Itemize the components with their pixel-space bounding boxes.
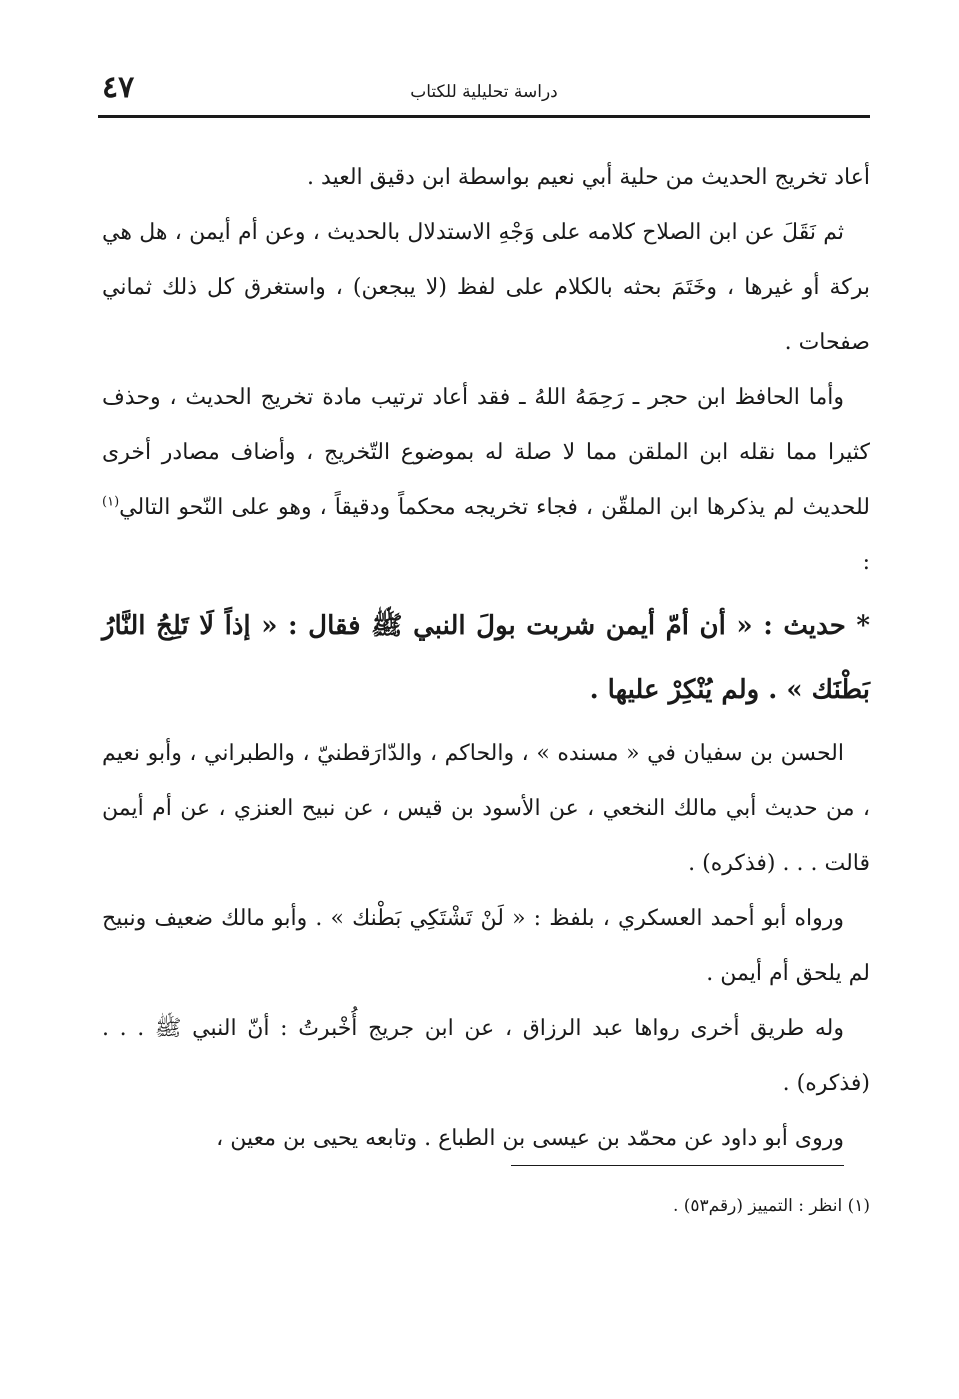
paragraph-3-text: وأما الحافظ ابن حجر ـ رَحِمَهُ اللهُ ـ فقد أعاد ترتيب مادة تخريج الحديث ، وحذف كثيرا مما نقله ابن الملقن مما لا صلة له بموضوع التّخريج ، وأضاف مصادر أخرى للحديث لم يذكرها ابن الملقّن ، فجاء تخريجه محكماً ودقيقاً ، وهو على النّحو التالي [102, 385, 870, 520]
paragraph-1: أعاد تخريج الحديث من حلية أبي نعيم بواسطة ابن دقيق العيد . [307, 165, 870, 190]
paragraph-2: ثم نَقَلَ عن ابن الصلاح كلامه على وَجْهِ الاستدلال بالحديث ، وعن أم أيمن ، هل هي بركة أو غيرها ، وخَتَمَ بحثه بالكلام على لفظ (لا يبجعن) ، واستغرق كل ذلك ثماني صفحات . [102, 220, 870, 355]
paragraph-7: وروى أبو داود عن محمّد بن عيسى بن الطباع . وتابعه يحيى بن معين ، [216, 1126, 844, 1151]
paragraph-6: وله طريق أخرى رواها عبد الرزاق ، عن ابن جريج أُخْبرتُ : أنّ النبي ﷺ . . . (فذكره) . [102, 1016, 870, 1096]
paragraph-5: ورواه أبو أحمد العسكري ، بلفظ : « لَنْ تَشْتَكِي بَطْنك » . وأبو مالك ضعيف ونبيح لم يلحق أم أيمن . [102, 906, 870, 986]
footnote-marker: (١) [102, 494, 120, 510]
footnote-divider [511, 1165, 844, 1166]
main-text [102, 150, 870, 1166]
paragraph-3 [102, 370, 870, 590]
header-rule [98, 115, 870, 118]
hadith-heading: * حديث : « أن أمّ أيمن شربت بولَ النبي ﷺ فقال : « إذاً لَا تَلِجُ النَّارُ بَطْنَك » . ولم يُنْكِرْ عليها . [102, 611, 870, 705]
footnote: (١) انظر : التمييز (رقم٥٣) . [672, 1196, 870, 1216]
paragraph-4: الحسن بن سفيان في « مسنده » ، والحاكم ، والدّارَقطنيّ ، والطبراني ، وأبو نعيم ، من حديث أبي مالك النخعي ، عن الأسود بن قيس ، عن نبيح العنزي ، عن أم أيمن قالت . . . (فذكره) . [102, 741, 870, 876]
paragraph-3-end: : [862, 550, 870, 575]
running-title: دراسة تحليلية للكتاب [410, 82, 558, 102]
page-number: ٤٧ [102, 70, 135, 105]
page-header [98, 66, 870, 118]
